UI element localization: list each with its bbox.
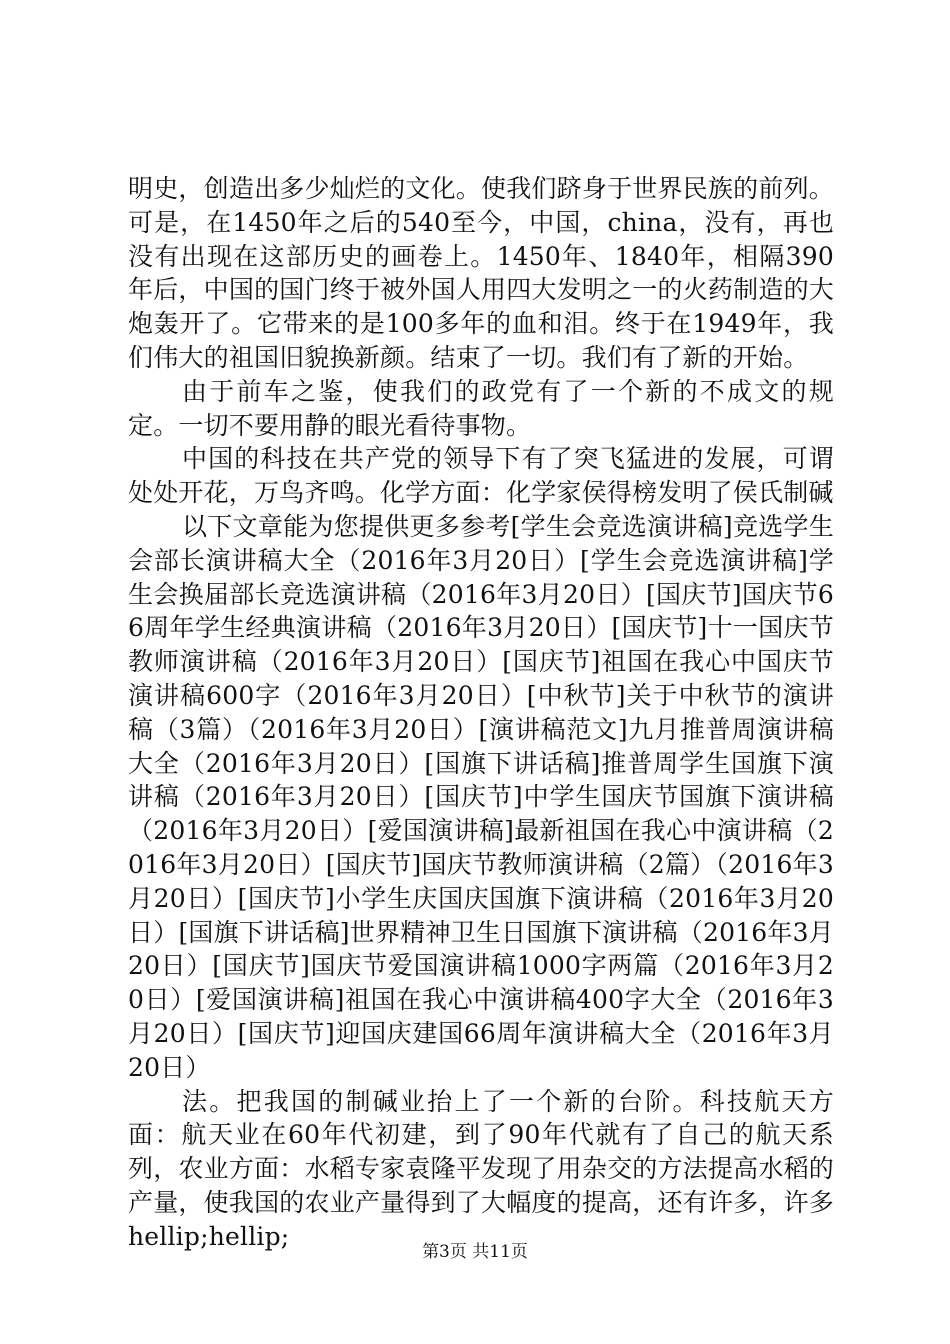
- page-footer: 第3页 共11页: [422, 1242, 528, 1262]
- paragraph-3: 中国的科技在共产党的领导下有了突飞猛进的发展，可谓处处开花，万鸟齐鸣。化学方面：化学家侯得榜发明了侯氏制碱: [128, 444, 834, 508]
- document-body: [128, 172, 834, 1254]
- paragraph-5: 法。把我国的制碱业抬上了一个新的台阶。科技航天方面：航天业在60年代初建，到了90年代就有了自己的航天系列，农业方面：水稻专家袁隆平发现了用杂交的方法提高水稻的产量，使我国的农业产量得到了大幅度的提高，还有许多，许多hellip;hellip;: [128, 1086, 834, 1251]
- paragraph-1: 明史，创造出多少灿烂的文化。使我们跻身于世界民族的前列。可是，在1450年之后的540至今，中国，china，没有，再也没有出现在这部历史的画卷上。1450年、1840年，相隔390年后，中国的国门终于被外国人用四大发明之一的火药制造的大炮轰开了。它带来的是100多年的血和泪。终于在1949年，我们伟大的祖国旧貌换新颜。结束了一切。我们有了新的开始。: [128, 174, 834, 372]
- paragraph-4-related-articles: 以下文章能为您提供更多参考[学生会竞选演讲稿]竞选学生会部长演讲稿大全（2016年3月20日）[学生会竞选演讲稿]学生会换届部长竞选演讲稿（2016年3月20日）[国庆节]国庆节66周年学生经典演讲稿（2016年3月20日）[国庆节]十一国庆节教师演讲稿（2016年3月20日）[国庆节]祖国在我心中国庆节演讲稿600字（2016年3月20日）[中秋节]关于中秋节的演讲稿（3篇）（2016年3月20日）[演讲稿范文]九月推普周演讲稿大全（2016年3月20日）[国旗下讲话稿]推普周学生国旗下演讲稿（2016年3月20日）[国庆节]中学生国庆节国旗下演讲稿（2016年3月20日）[爱国演讲稿]最新祖国在我心中演讲稿（2016年3月20日）[国庆节]国庆节教师演讲稿（2篇）（2016年3月20日）[国庆节]小学生庆国庆国旗下演讲稿（2016年3月20日）[国旗下讲话稿]世界精神卫生日国旗下演讲稿（2016年3月20日）[国庆节]国庆节爱国演讲稿1000字两篇（2016年3月20日）[爱国演讲稿]祖国在我心中演讲稿400字大全（2016年3月20日）[国庆节]迎国庆建国66周年演讲稿大全（2016年3月20日）: [128, 511, 834, 1082]
- paragraph-2: 由于前车之鉴，使我们的政党有了一个新的不成文的规定。一切不要用静的眼光看待事物。: [128, 376, 834, 440]
